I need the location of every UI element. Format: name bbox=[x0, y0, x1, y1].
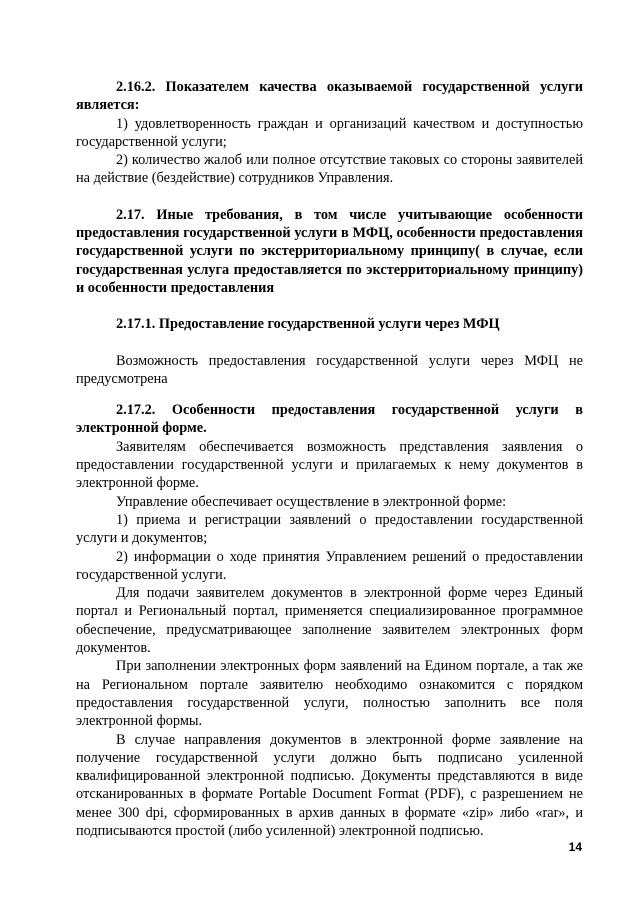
section-2-17-2-paragraph-5: Для подачи заявителем документов в электронной форме через Единый портал и Региональный портал, применяется специализированное программное обеспечение, предусматривающее заполнение заявителем электронных форм документов. bbox=[76, 585, 583, 657]
section-2-17-1-text: Возможность предоставления государственной услуги через МФЦ не предусмотрена bbox=[76, 352, 583, 387]
page-number: 14 bbox=[568, 840, 582, 854]
section-2-17-1-heading: 2.17.1. Предоставление государственной услуги через МФЦ bbox=[116, 316, 500, 333]
section-2-17-2-heading: 2.17.2. Особенности предоставления государственной услуги в электронной форме. bbox=[76, 402, 583, 437]
document-page bbox=[76, 78, 583, 840]
section-2-17-2-paragraph-3: 1) приема и регистрации заявлений о предоставлении государственной услуги и документов; bbox=[76, 511, 583, 547]
section-2-17-heading: 2.17. Иные требования, в том числе учитывающие особенности предоставления государственной услуги в МФЦ, особенности предоставления государственной услуги по экстерриториальному принципу( в случае, если государственная услуга предоставляется по экстерриториальному принципу) и особенности предоставления bbox=[76, 206, 583, 296]
section-2-16-2-item-2: 2) количество жалоб или полное отсутствие таковых со стороны заявителей на действие (бездействие) сотрудников Управления. bbox=[76, 152, 583, 187]
section-2-17-2-paragraph-1: Заявителям обеспечивается возможность представления заявления о предоставлении государственной услуги и прилагаемых к нему документов в электронной форме. bbox=[76, 438, 583, 492]
section-2-16-2-heading: 2.16.2. Показателем качества оказываемой государственной услуги является: bbox=[76, 79, 583, 114]
section-2-17-2-paragraph-6: При заполнении электронных форм заявлений на Едином портале, а так же на Региональном портале заявителю необходимо ознакомится с порядком предоставления государственной услуги, полностью заполнить все поля электронной формы. bbox=[76, 658, 583, 730]
section-2-16-2-item-1: 1) удовлетворенность граждан и организаций качеством и доступностью государственной услуги; bbox=[76, 115, 583, 150]
section-2-17-2-paragraph-7: В случае направления документов в электронной форме заявление на получение государственной услуги должно быть подписано усиленной квалифицированной электронной подписью. Документы представляются в виде отсканированных в формате Portable Document Format (PDF), с разрешением не менее 300 dpi, сформированных в архив данных в формате «zip» либо «rar», и подписываются простой (либо усиленной) электронной подписью. bbox=[76, 731, 583, 839]
section-2-17-2-paragraph-2: Управление обеспечивает осуществление в электронной форме: bbox=[116, 493, 507, 510]
section-2-17-2-paragraph-4: 2) информации о ходе принятия Управлением решений о предоставлении государственной услуги. bbox=[76, 548, 583, 583]
